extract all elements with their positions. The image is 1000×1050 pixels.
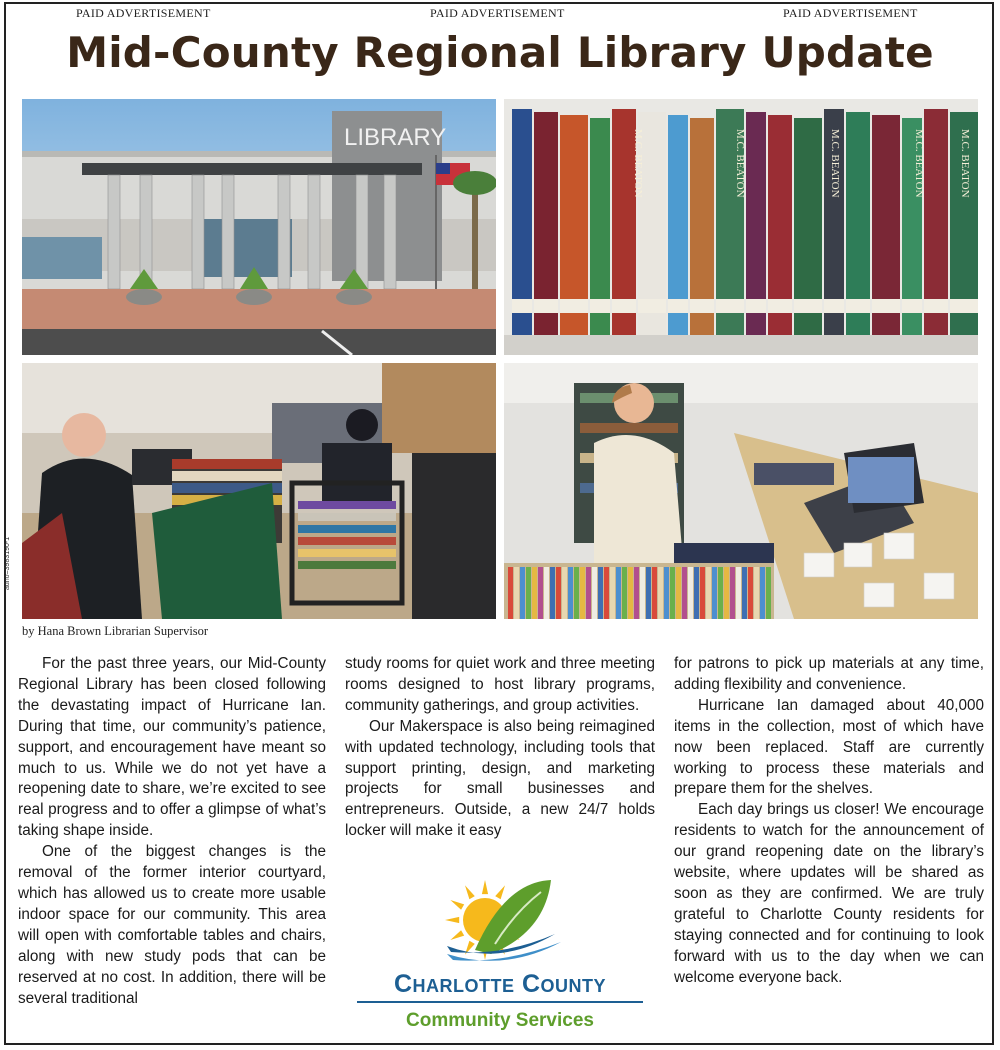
library-sign-text: LIBRARY xyxy=(344,124,447,151)
spine-text-2: M.C. BEATON xyxy=(734,129,746,198)
paragraph: Hurricane Ian damaged about 40,000 items in the collection, most of which have now been replaced. Staff are currently working to process these materials and prepare them for the shelves. xyxy=(674,696,984,798)
paragraph: One of the biggest changes is the removal of the former interior courtyard, which has allowed us to create more usable indoor space for our community. This area will open with comfortable tables and chairs, along with new study pods that can be reserved at no cost. In addition, there will be several traditional xyxy=(18,843,326,1007)
spine-text-5: M.C. BEATON xyxy=(959,129,971,198)
paragraph: study rooms for quiet work and three meeting rooms designed to host library programs, community gatherings, and group activities. xyxy=(345,655,655,714)
ad-number-code: adno=3983190-1 xyxy=(4,536,11,590)
paragraph: Each day brings us closer! We encourage residents to watch for the announcement of our grand reopening date on the library’s website, where updates will be shared as soon as they are confirmed. We are truly grateful to Charlotte County residents for staying connected and for continuing to look forward with us to the day when we can welcome everyone back. xyxy=(674,801,984,986)
article-column-2 xyxy=(345,654,655,842)
paid-ad-label-center: PAID ADVERTISEMENT xyxy=(430,6,565,20)
paid-ad-label-right: PAID ADVERTISEMENT xyxy=(783,6,918,20)
paid-ad-label-left: PAID ADVERTISEMENT xyxy=(76,6,211,20)
paragraph: Our Makerspace is also being reimagined with updated technology, including tools that support printing, design, and marketing projects for small businesses and entrepreneurs. Outside, a new 24/7 holds locker will make it easy xyxy=(345,717,655,840)
spine-text-1: M.C. BEATON xyxy=(632,129,644,198)
spine-text-4: M.C. BEATON xyxy=(913,129,925,198)
staff-processing-photo xyxy=(504,363,978,619)
article-column-1 xyxy=(18,654,326,1009)
article-column-3 xyxy=(674,654,984,989)
staff-sorting-photo xyxy=(22,363,496,619)
logo-divider xyxy=(357,1001,643,1003)
library-exterior-photo xyxy=(22,99,496,355)
sun-leaf-icon xyxy=(355,872,645,972)
logo-name: Charlotte County xyxy=(393,970,607,998)
page-title: Mid-County Regional Library Update xyxy=(66,28,934,77)
byline: by Hana Brown Librarian Supervisor xyxy=(22,624,209,638)
paragraph: For the past three years, our Mid-County Regional Library has been closed following the devastating impact of Hurricane Ian. During that time, our community’s patience, support, and encouragement have meant so much to us. While we do not yet have a reopening date to share, we’re excited to see real progress and to offer a glimpse of what’s taking shape inside. xyxy=(18,655,326,840)
charlotte-county-logo xyxy=(355,872,645,1038)
spine-text-3: M.C. BEATON xyxy=(829,129,841,198)
paragraph: for patrons to pick up materials at any time, adding flexibility and convenience. xyxy=(674,655,984,693)
book-spines-photo xyxy=(504,99,978,355)
logo-subtitle: Community Services xyxy=(406,1010,594,1031)
